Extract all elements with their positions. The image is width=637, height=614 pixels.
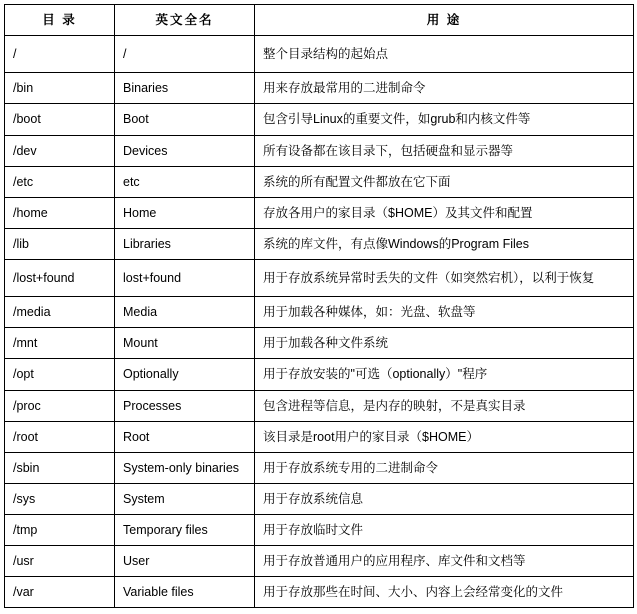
cell-english-name: Mount (115, 328, 255, 359)
cell-directory: /mnt (5, 328, 115, 359)
cell-directory: /home (5, 197, 115, 228)
cell-english-name: System (115, 483, 255, 514)
cell-directory: /sbin (5, 452, 115, 483)
cell-directory: /sys (5, 483, 115, 514)
cell-directory: /boot (5, 104, 115, 135)
table-row (5, 390, 634, 421)
table-row (5, 36, 634, 73)
cell-english-name: Root (115, 421, 255, 452)
cell-directory: /var (5, 577, 115, 608)
table-row (5, 577, 634, 608)
cell-directory: /root (5, 421, 115, 452)
cell-usage: 用于存放临时文件 (255, 515, 634, 546)
cell-directory: /proc (5, 390, 115, 421)
cell-directory: /dev (5, 135, 115, 166)
cell-directory: /media (5, 297, 115, 328)
cell-directory: /opt (5, 359, 115, 390)
cell-english-name: lost+found (115, 260, 255, 297)
cell-directory: / (5, 36, 115, 73)
cell-usage: 整个目录结构的起始点 (255, 36, 634, 73)
cell-english-name: Home (115, 197, 255, 228)
table-row (5, 135, 634, 166)
table-row (5, 483, 634, 514)
cell-directory: /lost+found (5, 260, 115, 297)
cell-usage: 用于存放那些在时间、大小、内容上会经常变化的文件 (255, 577, 634, 608)
cell-usage: 用于存放普通用户的应用程序、库文件和文档等 (255, 546, 634, 577)
cell-english-name: System-only binaries (115, 452, 255, 483)
cell-directory: /usr (5, 546, 115, 577)
cell-usage: 系统的所有配置文件都放在它下面 (255, 166, 634, 197)
cell-english-name: Processes (115, 390, 255, 421)
cell-usage: 用于存放系统专用的二进制命令 (255, 452, 634, 483)
cell-usage: 该目录是root用户的家目录（$HOME） (255, 421, 634, 452)
cell-english-name: Libraries (115, 228, 255, 259)
cell-usage: 用于存放系统信息 (255, 483, 634, 514)
cell-usage: 所有设备都在该目录下，包括硬盘和显示器等 (255, 135, 634, 166)
table-row (5, 328, 634, 359)
cell-english-name: etc (115, 166, 255, 197)
cell-directory: /lib (5, 228, 115, 259)
cell-english-name: Binaries (115, 73, 255, 104)
header-usage: 用 途 (255, 5, 634, 36)
cell-english-name: Temporary files (115, 515, 255, 546)
cell-english-name: Variable files (115, 577, 255, 608)
cell-usage: 用于加载各种媒体，如：光盘、软盘等 (255, 297, 634, 328)
cell-usage: 包含引导Linux的重要文件，如grub和内核文件等 (255, 104, 634, 135)
table-row (5, 73, 634, 104)
header-english-name: 英文全名 (115, 5, 255, 36)
table-row (5, 197, 634, 228)
cell-directory: /bin (5, 73, 115, 104)
cell-directory: /etc (5, 166, 115, 197)
cell-english-name: Boot (115, 104, 255, 135)
linux-directory-table (4, 4, 634, 608)
cell-directory: /tmp (5, 515, 115, 546)
cell-english-name: / (115, 36, 255, 73)
header-directory: 目 录 (5, 5, 115, 36)
table-row (5, 452, 634, 483)
cell-english-name: Optionally (115, 359, 255, 390)
cell-usage: 用于存放安装的"可选（optionally）"程序 (255, 359, 634, 390)
table-row (5, 297, 634, 328)
cell-usage: 包含进程等信息，是内存的映射，不是真实目录 (255, 390, 634, 421)
table-row (5, 228, 634, 259)
cell-usage: 用于加载各种文件系统 (255, 328, 634, 359)
table-row (5, 104, 634, 135)
cell-usage: 用来存放最常用的二进制命令 (255, 73, 634, 104)
table-row (5, 359, 634, 390)
cell-english-name: Devices (115, 135, 255, 166)
cell-usage: 系统的库文件，有点像Windows的Program Files (255, 228, 634, 259)
table-row (5, 260, 634, 297)
table-row (5, 546, 634, 577)
table-row (5, 421, 634, 452)
cell-english-name: User (115, 546, 255, 577)
cell-usage: 用于存放系统异常时丢失的文件（如突然宕机），以利于恢复 (255, 260, 634, 297)
table-header-row (5, 5, 634, 36)
table-row (5, 166, 634, 197)
cell-english-name: Media (115, 297, 255, 328)
cell-usage: 存放各用户的家目录（$HOME）及其文件和配置 (255, 197, 634, 228)
table-row (5, 515, 634, 546)
